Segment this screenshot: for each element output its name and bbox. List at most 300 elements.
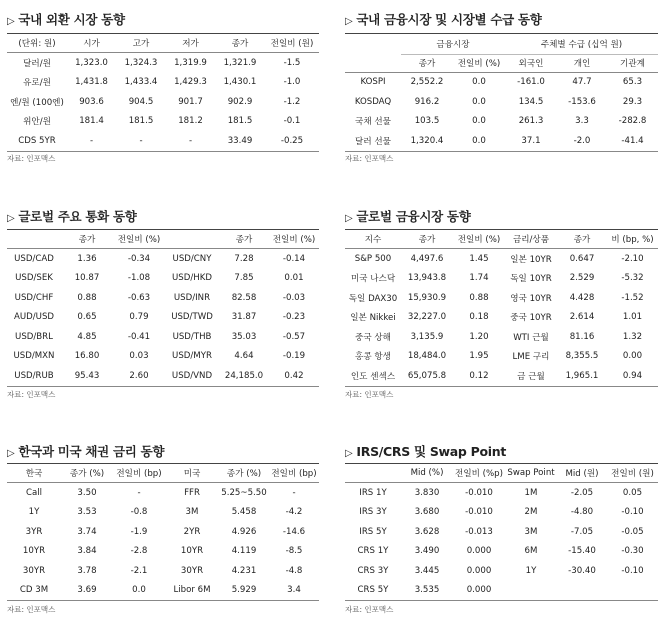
- header-row: [345, 464, 658, 483]
- table-cell: -15.40: [568, 546, 596, 557]
- table-cell: 5.25~5.50: [221, 487, 267, 498]
- fx-source: 자료: 인포맥스: [7, 154, 56, 163]
- table-cell: -14.6: [282, 526, 306, 537]
- table-cell: S&P 500: [354, 253, 392, 264]
- table-cell: 3.490: [414, 546, 440, 557]
- table-cell: 181.5: [128, 116, 154, 127]
- triangle-icon: ▷: [7, 213, 15, 224]
- table-cell: 영국 10YR: [510, 293, 552, 304]
- group-header-spacer: [345, 34, 401, 55]
- column-header: 종가: [557, 230, 607, 249]
- column-header: 전일비 (%p): [453, 464, 505, 483]
- table-cell: 1,320.4: [401, 131, 453, 151]
- table-cell: -41.4: [607, 131, 658, 151]
- table-cell: 1,431.8: [75, 77, 108, 88]
- table-row: [7, 327, 319, 347]
- table-cell: 4.428: [569, 292, 595, 303]
- table-row: [7, 347, 319, 367]
- table-cell: AUD/USD: [13, 312, 55, 323]
- table-cell: 3.445: [414, 565, 440, 576]
- table-cell: IRS 1Y: [359, 487, 387, 498]
- table-cell: 3.830: [414, 487, 440, 498]
- table-cell: IRS 3Y: [359, 507, 387, 518]
- table-cell: -: [166, 131, 215, 151]
- table-cell: 916.2: [414, 96, 440, 107]
- table-cell: 0.12: [453, 366, 505, 386]
- column-header: [345, 464, 401, 483]
- table-cell: 261.3: [518, 116, 544, 127]
- table-cell: -1.5: [283, 57, 301, 68]
- table-cell: 1.01: [622, 312, 643, 323]
- table-cell: 3YR: [25, 526, 43, 537]
- table-cell: 4,497.6: [410, 253, 444, 264]
- table-cell: 3.535: [401, 581, 453, 601]
- irs-panel-title: ▷ IRS/CRS 및 Swap Point: [345, 444, 507, 459]
- table-cell: CD 3M: [7, 581, 61, 601]
- column-header: 지수: [345, 230, 401, 249]
- table-cell: 2,552.2: [410, 77, 444, 88]
- table-cell: 10YR: [180, 546, 204, 557]
- table-cell: 24,185.0: [219, 366, 269, 386]
- table-cell: 65.3: [622, 77, 643, 88]
- column-header: 종가: [219, 230, 269, 249]
- table-cell: KOSDAQ: [354, 96, 392, 107]
- table-cell: 0.0: [472, 96, 486, 107]
- table-cell: 0.000: [453, 581, 505, 601]
- table-cell: WTI 근월: [513, 332, 549, 343]
- table-cell: 1M: [524, 487, 538, 498]
- column-header: [165, 230, 219, 249]
- table-cell: USD/CNY: [172, 253, 212, 264]
- table-row: [345, 308, 658, 328]
- column-header: 시가: [67, 34, 116, 53]
- triangle-icon: ▷: [345, 16, 353, 27]
- table-cell: 1,429.3: [174, 77, 207, 88]
- column-header: 전일비 (%): [453, 54, 505, 72]
- table-cell: 13,943.8: [407, 273, 447, 284]
- table-cell: -1.52: [621, 292, 644, 303]
- column-header: 미국: [165, 464, 219, 483]
- table-cell: 181.2: [178, 116, 203, 127]
- table-cell: CRS 3Y: [357, 565, 389, 576]
- table-cell: 0.0: [472, 77, 486, 88]
- table-cell: 0.000: [466, 546, 492, 557]
- column-header: 전일비 (원): [607, 464, 658, 483]
- table-cell: 15,930.9: [407, 292, 447, 303]
- global-fx-source: 자료: 인포맥스: [7, 390, 56, 399]
- table-cell: -0.23: [282, 312, 306, 323]
- table-row: [345, 347, 658, 367]
- column-header: 전일비 (원): [265, 34, 319, 53]
- table-cell: 902.9: [227, 96, 253, 107]
- table-cell: -0.41: [127, 331, 151, 342]
- table-row: [7, 92, 319, 112]
- table-cell: -: [116, 131, 166, 151]
- table-cell: 3,135.9: [410, 331, 444, 342]
- table-cell: 달러 선물: [345, 131, 401, 151]
- column-header: 종가 (%): [61, 464, 113, 483]
- table-row: [7, 112, 319, 132]
- table-row: [345, 561, 658, 581]
- table-cell: -2.1: [130, 565, 148, 576]
- table-cell: 중국 10YR: [510, 313, 552, 324]
- table-cell: KOSPI: [360, 77, 386, 88]
- table-cell: 2M: [524, 507, 538, 518]
- table-cell: 10YR: [22, 546, 46, 557]
- table-cell: -0.05: [621, 526, 644, 537]
- table-row: [345, 542, 658, 562]
- table-cell: 0.42: [269, 366, 319, 386]
- global-market-table: [345, 229, 658, 387]
- table-cell: 3.4: [269, 581, 319, 601]
- table-cell: -4.2: [285, 507, 303, 518]
- table-row: [345, 92, 658, 112]
- table-cell: 3.74: [77, 526, 97, 537]
- table-row: [7, 581, 319, 601]
- fx-table: [7, 33, 319, 152]
- column-header: 전일비 (%): [113, 230, 165, 249]
- table-cell: -: [137, 487, 141, 498]
- triangle-icon: ▷: [345, 448, 353, 459]
- table-row: [345, 366, 658, 386]
- table-cell: 3M: [185, 507, 199, 518]
- column-header: Swap Point: [505, 464, 557, 483]
- table-cell: 1Y: [28, 507, 40, 518]
- table-cell: 1.20: [469, 331, 489, 342]
- column-header: [345, 54, 401, 72]
- column-header: 종가: [401, 230, 453, 249]
- column-header: 종가 (%): [219, 464, 269, 483]
- table-row: [345, 522, 658, 542]
- table-cell: -0.57: [282, 331, 306, 342]
- table-cell: 일본 Nikkei: [350, 313, 396, 324]
- header-row: [345, 230, 658, 249]
- table-cell: 유로/원: [23, 78, 51, 89]
- table-cell: USD/MXN: [13, 351, 55, 362]
- table-row: [7, 542, 319, 562]
- table-cell: 6M: [524, 546, 538, 557]
- table-cell: -1.0: [283, 77, 301, 88]
- table-cell: 0.0: [113, 581, 165, 601]
- table-cell: 1,323.0: [75, 57, 108, 68]
- table-cell: 독일 10YR: [510, 274, 552, 285]
- table-cell: -: [67, 131, 116, 151]
- global-market-panel-title: ▷ 글로벌 금융시장 동향: [345, 209, 471, 224]
- table-cell: -2.05: [570, 487, 594, 498]
- table-cell: 인도 센섹스: [345, 366, 401, 386]
- table-cell: USD/INR: [173, 292, 211, 303]
- table-cell: -0.14: [282, 253, 306, 264]
- global-fx-panel-title: ▷ 글로벌 주요 통화 동향: [7, 209, 137, 224]
- header-row: [7, 34, 319, 53]
- table-cell: 0.0: [472, 116, 486, 127]
- table-cell: -0.1: [283, 116, 301, 127]
- table-cell: 0.65: [77, 312, 97, 323]
- table-row: [7, 561, 319, 581]
- table-row: [7, 503, 319, 523]
- column-header: 전일비 (bp): [113, 464, 165, 483]
- table-cell: 3.84: [77, 546, 97, 557]
- table-row: [7, 53, 319, 73]
- table-cell: 2.60: [113, 366, 165, 386]
- table-cell: USD/VND: [165, 366, 219, 386]
- table-cell: 3.50: [77, 487, 97, 498]
- table-row: [345, 483, 658, 503]
- table-row: [345, 288, 658, 308]
- table-row: [7, 249, 319, 269]
- table-cell: 29.3: [622, 96, 643, 107]
- column-header: Mid (%): [401, 464, 453, 483]
- table-cell: 901.7: [178, 96, 203, 107]
- table-cell: 독일 DAX30: [348, 293, 398, 304]
- table-cell: 31.87: [231, 312, 257, 323]
- table-cell: USD/MYR: [172, 351, 212, 362]
- table-cell: 1,433.4: [124, 77, 158, 88]
- table-cell: 95.43: [61, 366, 113, 386]
- table-row: [7, 483, 319, 503]
- table-row: [345, 269, 658, 289]
- table-cell: -0.010: [465, 487, 493, 498]
- table-row: [345, 503, 658, 523]
- table-cell: -0.19: [282, 351, 306, 362]
- column-header: 금리/상품: [505, 230, 557, 249]
- table-cell: 1,324.3: [124, 57, 158, 68]
- table-cell: -0.013: [465, 526, 493, 537]
- table-cell: 1.32: [622, 331, 643, 342]
- irs-table: [345, 463, 658, 601]
- table-cell: USD/RUB: [7, 366, 61, 386]
- table-cell: CRS 5Y: [345, 581, 401, 601]
- table-row: [345, 131, 658, 151]
- table-cell: 2.529: [569, 273, 595, 284]
- table-cell: 1,321.9: [223, 57, 257, 68]
- table-cell: 0.647: [569, 253, 595, 264]
- table-cell: 1Y: [525, 565, 537, 576]
- column-header: 종가: [61, 230, 113, 249]
- table-cell: 3M: [524, 526, 538, 537]
- table-cell: CDS 5YR: [7, 131, 67, 151]
- table-cell: [607, 581, 658, 601]
- column-header: [7, 230, 61, 249]
- table-cell: 18,484.0: [407, 351, 447, 362]
- table-cell: 4.85: [77, 331, 97, 342]
- table-cell: IRS 5Y: [359, 526, 387, 537]
- table-cell: [505, 581, 557, 601]
- column-header: 한국: [7, 464, 61, 483]
- table-cell: USD/BRL: [15, 331, 53, 342]
- table-cell: 37.1: [505, 131, 557, 151]
- table-cell: 일본 10YR: [510, 254, 552, 265]
- table-cell: 0.88: [469, 292, 489, 303]
- table-cell: 1.74: [469, 273, 489, 284]
- table-cell: -2.0: [557, 131, 607, 151]
- table-cell: 181.5: [227, 116, 253, 127]
- table-cell: -0.03: [282, 292, 306, 303]
- table-cell: 0.01: [284, 273, 304, 284]
- table-row: [7, 73, 319, 93]
- table-cell: 3.680: [414, 507, 440, 518]
- table-cell: 홍콩 항생: [355, 352, 391, 363]
- table-cell: 1,319.9: [174, 57, 207, 68]
- table-cell: 4.926: [231, 526, 257, 537]
- column-header: 전일비 (%): [269, 230, 319, 249]
- table-cell: Libor 6M: [165, 581, 219, 601]
- table-cell: -0.30: [621, 546, 644, 557]
- global-market-source: 자료: 인포맥스: [345, 390, 394, 399]
- table-cell: LME 구리: [512, 352, 550, 363]
- table-cell: 0.00: [622, 351, 643, 362]
- table-cell: 0.000: [466, 565, 492, 576]
- table-cell: 103.5: [414, 116, 440, 127]
- table-cell: -7.05: [570, 526, 594, 537]
- table-cell: 8,355.5: [565, 351, 599, 362]
- column-header: 종가: [215, 34, 265, 53]
- triangle-icon: ▷: [7, 16, 15, 27]
- table-cell: -153.6: [568, 96, 596, 107]
- table-cell: 33.49: [215, 131, 265, 151]
- table-cell: 2YR: [183, 526, 201, 537]
- table-cell: 0.79: [129, 312, 149, 323]
- table-cell: 엔/원 (100엔): [10, 97, 64, 108]
- header-row: [345, 54, 658, 72]
- table-cell: 0.94: [607, 366, 658, 386]
- table-cell: 47.7: [572, 77, 592, 88]
- table-cell: 3.628: [414, 526, 440, 537]
- table-cell: -8.5: [285, 546, 303, 557]
- header-row: [7, 230, 319, 249]
- column-header: 비 (bp, %): [607, 230, 658, 249]
- table-cell: 904.5: [128, 96, 154, 107]
- table-cell: -161.0: [517, 77, 545, 88]
- table-cell: 5.929: [219, 581, 269, 601]
- table-cell: -2.10: [621, 253, 644, 264]
- table-cell: 4.64: [234, 351, 254, 362]
- table-cell: 10.87: [74, 273, 100, 284]
- table-cell: USD/HKD: [172, 273, 212, 284]
- table-cell: -0.63: [127, 292, 151, 303]
- table-row: [7, 131, 319, 151]
- table-cell: 0.05: [622, 487, 643, 498]
- table-row: [7, 269, 319, 289]
- table-row: [345, 72, 658, 92]
- domestic-source: 자료: 인포맥스: [345, 154, 394, 163]
- table-cell: 30YR: [180, 565, 204, 576]
- header-row: [7, 464, 319, 483]
- table-cell: FFR: [184, 487, 200, 498]
- table-cell: 5.458: [231, 507, 257, 518]
- table-row: [7, 308, 319, 328]
- table-cell: 1.95: [469, 351, 489, 362]
- table-row: [7, 522, 319, 542]
- table-cell: 금 근월: [505, 366, 557, 386]
- table-cell: 위안/원: [23, 117, 51, 128]
- column-header: 저가: [166, 34, 215, 53]
- table-cell: 2.614: [569, 312, 595, 323]
- table-cell: 3.78: [77, 565, 97, 576]
- bonds-panel-title: ▷ 한국과 미국 채권 금리 동향: [7, 444, 165, 459]
- column-header: 고가: [116, 34, 166, 53]
- table-cell: -5.32: [621, 273, 644, 284]
- table-cell: 65,075.8: [401, 366, 453, 386]
- column-header: 종가: [401, 54, 453, 72]
- table-cell: 30YR: [22, 565, 46, 576]
- table-cell: -: [292, 487, 296, 498]
- column-header: (단위: 원): [7, 34, 67, 53]
- irs-source: 자료: 인포맥스: [345, 605, 394, 614]
- table-cell: -0.34: [127, 253, 151, 264]
- table-row: [7, 366, 319, 386]
- table-cell: 1.45: [469, 253, 489, 264]
- table-cell: USD/TWD: [171, 312, 213, 323]
- table-cell: -0.10: [621, 507, 644, 518]
- group-header-flows: 주체별 수급 (십억 원): [505, 34, 658, 55]
- table-cell: -1.08: [127, 273, 151, 284]
- column-header: 개인: [557, 54, 607, 72]
- table-cell: -282.8: [618, 116, 647, 127]
- group-header-row: [345, 34, 658, 55]
- column-header: Mid (원): [557, 464, 607, 483]
- table-cell: -0.8: [130, 507, 148, 518]
- table-row: [345, 249, 658, 269]
- bonds-table: [7, 463, 319, 601]
- table-row: [345, 581, 658, 601]
- table-cell: USD/THB: [172, 331, 212, 342]
- table-cell: Call: [25, 487, 43, 498]
- fx-panel-title: ▷ 국내 외환 시장 동향: [7, 12, 125, 27]
- column-header: 전일비 (bp): [269, 464, 319, 483]
- table-cell: -4.80: [570, 507, 594, 518]
- table-cell: 0.18: [469, 312, 489, 323]
- table-cell: 3.69: [61, 581, 113, 601]
- table-cell: -4.8: [285, 565, 303, 576]
- table-cell: 달러/원: [23, 58, 51, 69]
- table-cell: USD/SEK: [15, 273, 53, 284]
- table-cell: 0.88: [77, 292, 97, 303]
- table-cell: USD/CAD: [14, 253, 54, 264]
- table-cell: 16.80: [74, 351, 100, 362]
- table-cell: -0.10: [621, 565, 644, 576]
- table-cell: 0.03: [129, 351, 149, 362]
- table-cell: 35.03: [231, 331, 257, 342]
- table-cell: CRS 1Y: [357, 546, 389, 557]
- table-cell: 국채 선물: [355, 117, 391, 128]
- table-cell: -0.25: [265, 131, 319, 151]
- domestic-table: [345, 33, 658, 152]
- triangle-icon: ▷: [7, 448, 15, 459]
- table-row: [345, 112, 658, 132]
- table-cell: 1.36: [77, 253, 97, 264]
- triangle-icon: ▷: [345, 213, 353, 224]
- table-cell: USD/CHF: [14, 292, 54, 303]
- table-cell: 3.53: [77, 507, 97, 518]
- table-cell: 181.4: [79, 116, 104, 127]
- table-cell: 1,430.1: [223, 77, 257, 88]
- table-row: [345, 327, 658, 347]
- table-cell: 4.231: [231, 565, 257, 576]
- table-cell: -1.9: [130, 526, 148, 537]
- table-cell: 3.3: [575, 116, 589, 127]
- column-header: 외국인: [505, 54, 557, 72]
- table-cell: 7.85: [234, 273, 254, 284]
- table-cell: 32,227.0: [407, 312, 447, 323]
- table-cell: 1,965.1: [557, 366, 607, 386]
- table-cell: -30.40: [568, 565, 596, 576]
- table-cell: 81.16: [569, 331, 595, 342]
- table-cell: 82.58: [231, 292, 257, 303]
- table-cell: 중국 상해: [355, 332, 391, 343]
- table-cell: 4.119: [231, 546, 257, 557]
- table-cell: 134.5: [518, 96, 544, 107]
